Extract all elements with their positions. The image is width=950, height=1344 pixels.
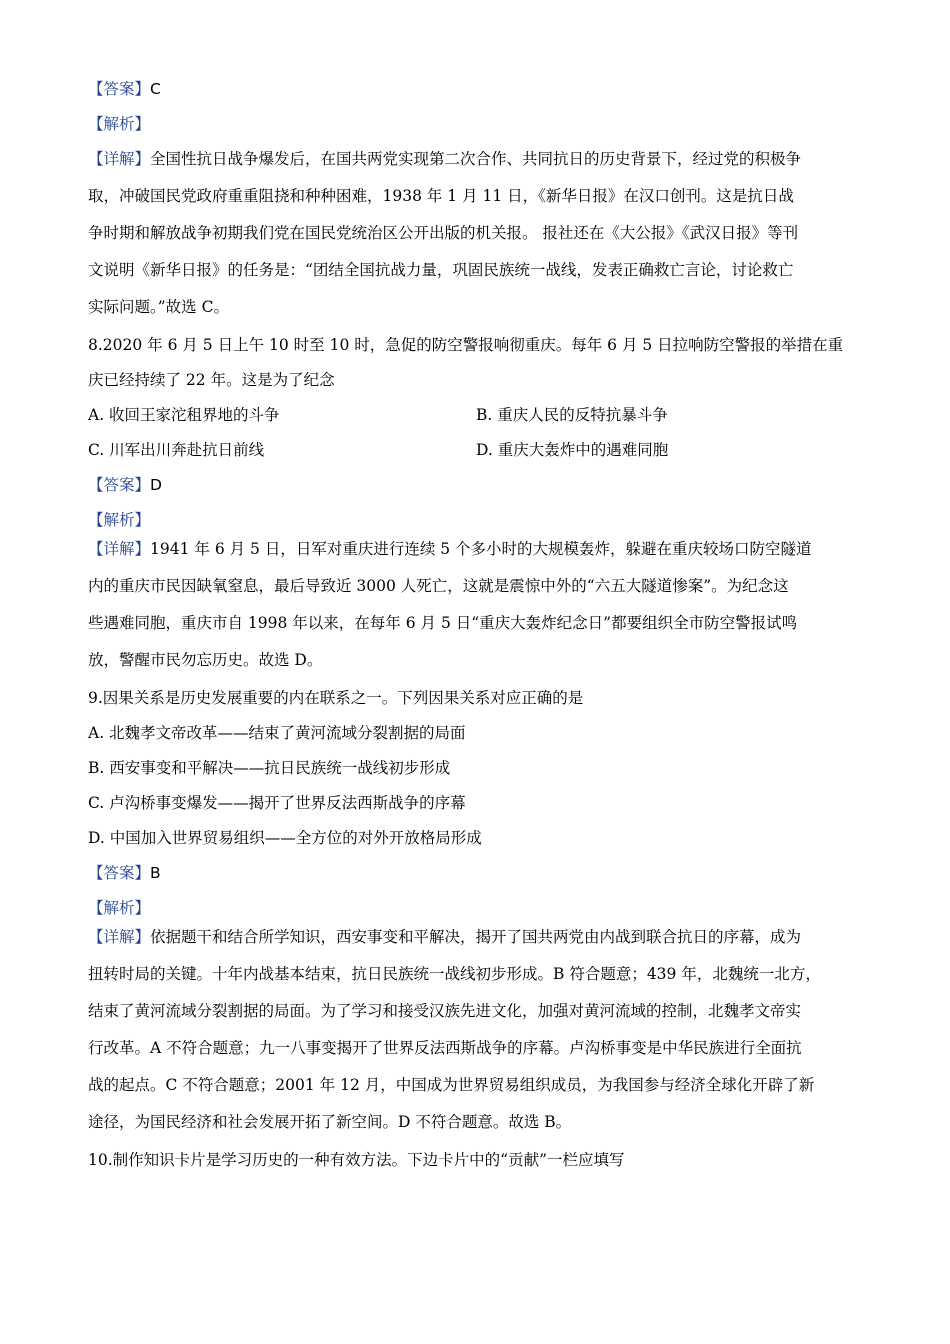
detail-paragraph [88,919,868,1141]
q7-answer-block [88,78,868,326]
detail-line: 实际问题。”故选 C。 [88,298,229,316]
detail-line: 【详解】全国性抗日战争爆发后，在国共两党实现第二次合作、共同抗日的历史背景下，经过党的积极争 [88,150,802,168]
analysis-line [88,113,868,135]
question-9 [88,681,868,1141]
option-d: D. 中国加入世界贸易组织——全方位的对外开放格局形成 [88,829,482,847]
answer-value: B [150,864,161,882]
detail-line: 结束了黄河流域分裂割据的局面。为了学习和接受汉族先进文化，加强对黄河流域的控制，北魏孝文帝实 [88,1002,802,1020]
question-8 [88,328,868,679]
detail-tag: 【详解】 [88,540,151,558]
option-b: B. 重庆人民的反特抗暴斗争 [476,406,668,424]
detail-line: 争时期和解放战争初期我们党在国民党统治区公开出版的机关报。 报社还在《大公报》《武汉日报》等刊 [88,224,799,242]
detail-line: 些遇难同胞，重庆市自 1998 年以来，在每年 6 月 5 日“重庆大轰炸纪念日”都要组织全市防空警报试鸣 [88,614,798,632]
detail-paragraph [88,141,868,326]
detail-line: 扭转时局的关键。十年内战基本结束，抗日民族统一战线初步形成。B 符合题意；439 年，北魏统一北方， [88,965,821,983]
option-c: C. 卢沟桥事变爆发——揭开了世界反法西斯战争的序幕 [88,794,466,812]
question-10 [88,1143,868,1178]
options-row [88,433,868,468]
detail-line: 行改革。A 不符合题意；九一八事变揭开了世界反法西斯战争的序幕。卢沟桥事变是中华民族进行全面抗 [88,1039,802,1057]
detail-tag: 【详解】 [88,928,151,946]
option-d: D. 重庆大轰炸中的遇难同胞 [476,441,669,459]
detail-line: 取，冲破国民党政府重重阻挠和种种困难，1938 年 1 月 11 日，《新华日报》在汉口创刊。这是抗日战 [88,187,794,205]
answer-line [88,468,868,503]
question-stem: 10.制作知识卡片是学习历史的一种有效方法。下边卡片中的“贡献”一栏应填写 [88,1151,625,1169]
detail-line: 文说明《新华日报》的任务是：“团结全国抗战力量，巩固民族统一战线，发表正确救亡言论，讨论救亡 [88,261,794,279]
question-stem: 庆已经持续了 22 年。这是为了纪念 [88,371,335,389]
detail-tag: 【详解】 [88,150,151,168]
answer-tag: 【答案】 [88,476,151,494]
answer-tag: 【答案】 [88,80,151,98]
detail-paragraph [88,531,868,679]
answer-line [88,78,868,100]
answer-tag: 【答案】 [88,864,151,882]
detail-line: 途径，为国民经济和社会发展开拓了新空间。D 不符合题意。故选 B。 [88,1113,572,1131]
option-c: C. 川军出川奔赴抗日前线 [88,441,265,459]
analysis-tag: 【解析】 [88,115,151,133]
option-b: B. 西安事变和平解决——抗日民族统一战线初步形成 [88,759,451,777]
document-page [88,78,868,1178]
options-row [88,398,868,433]
analysis-tag: 【解析】 [88,899,151,917]
answer-line [88,856,868,891]
analysis-tag: 【解析】 [88,511,151,529]
question-stem: 9.因果关系是历史发展重要的内在联系之一。下列因果关系对应正确的是 [88,689,584,707]
question-stem: 8.2020 年 6 月 5 日上午 10 时至 10 时，急促的防空警报响彻重庆。每年 6 月 5 日拉响防空警报的举措在重 [88,336,844,354]
option-a: A. 收回王家沱租界地的斗争 [88,406,280,424]
detail-line: 【详解】依据题干和结合所学知识，西安事变和平解决，揭开了国共两党由内战到联合抗日的序幕，成为 [88,928,802,946]
answer-value: C [150,80,161,98]
detail-line: 战的起点。C 不符合题意；2001 年 12 月，中国成为世界贸易组织成员，为我国参与经济全球化开辟了新 [88,1076,815,1094]
option-a: A. 北魏孝文帝改革——结束了黄河流域分裂割据的局面 [88,724,466,742]
detail-line: 放，警醒市民勿忘历史。故选 D。 [88,651,323,669]
answer-value: D [150,476,162,494]
detail-line: 内的重庆市民因缺氧窒息，最后导致近 3000 人死亡，这就是震惊中外的“六五大隧道惨案”。为纪念这 [88,577,789,595]
detail-line: 【详解】1941 年 6 月 5 日，日军对重庆进行连续 5 个多小时的大规模轰炸，躲避在重庆较场口防空隧道 [88,540,812,558]
